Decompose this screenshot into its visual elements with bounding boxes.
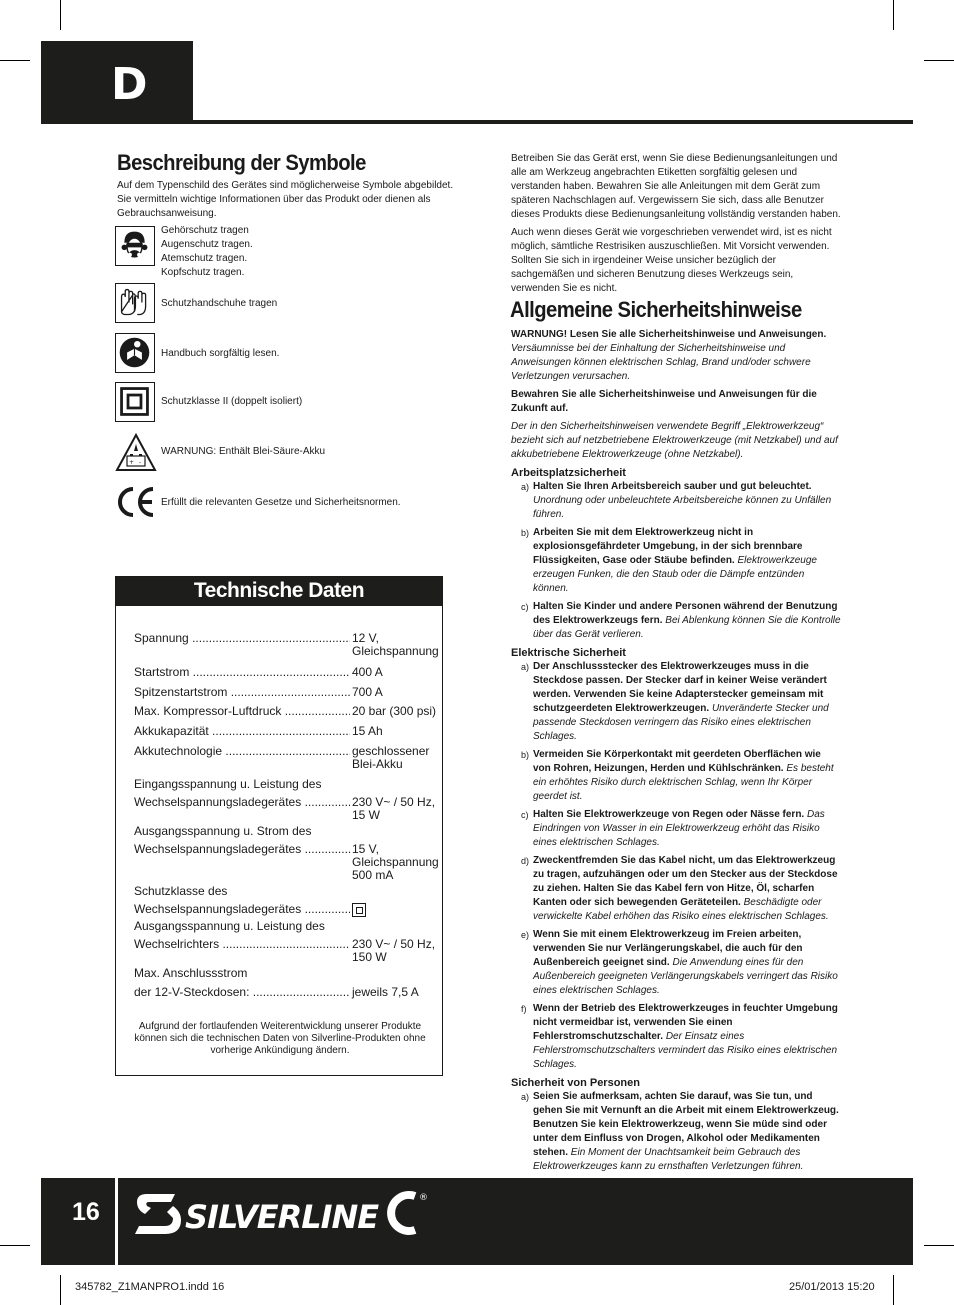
tech-data-title: Technische Daten	[193, 579, 365, 602]
svg-text:®: ®	[419, 1193, 428, 1203]
svg-text:SILVERLINE: SILVERLINE	[185, 1198, 379, 1236]
spec-value: jeweils 7,5 A	[352, 985, 419, 999]
header-rule	[193, 120, 913, 124]
language-code: D	[111, 59, 148, 110]
silverline-logo	[133, 1188, 433, 1243]
class-ii-icon	[352, 903, 442, 917]
footer-divider	[115, 1178, 118, 1265]
crop-mark	[60, 0, 61, 30]
spec-label: Spannung .....	[134, 632, 350, 645]
slug-filename: 345782_Z1MANPRO1.indd 16	[75, 1281, 225, 1293]
symbol-text-line: Handbuch sorgfältig lesen.	[161, 348, 280, 359]
ppe-head-icon	[115, 226, 155, 266]
section-heading: Sicherheit von Personen	[511, 1077, 640, 1089]
spec-label: Wechselspannungsladegerätes .....	[134, 843, 350, 856]
spec-label: Akkukapazität .....	[134, 725, 350, 738]
list-item: a) Der Anschlussstecker des Elektrowerkzeuges muss in die Steckdose passen. Der Stecker darf in keiner Weise verändert werden. Verwenden Sie keine Adapterstecker gemeinsam mit schutzgeerdeten Elektrowerkzeugen. Unveränderte Stecker und passende Steckdosen verringern das Risiko eines elektrischen Schlages.	[521, 661, 829, 742]
tech-data-header	[116, 577, 442, 606]
crop-mark	[893, 0, 894, 30]
crop-mark	[924, 60, 954, 61]
list-item: b) Vermeiden Sie Körperkontakt mit geerdeten Oberflächen wie von Rohren, Heizungen, Herden und Kühlschränken. Es besteht ein erhöhtes Risiko durch elektrischen Schlag, wenn Ihr Körper geerdet ist.	[521, 749, 834, 802]
list-item: b) Arbeiten Sie mit dem Elektrowerkzeug nicht in explosionsgefährdeter Umgebung, in der sich brennbare Flüssigkeiten, Gase oder Stäube befinden. Elektrowerkzeuge erzeugen Funken, die den Staub oder die Dämpfe entzünden können.	[521, 527, 817, 594]
spec-label-top: Ausgangsspannung u. Strom des	[134, 824, 312, 838]
read-manual-icon	[115, 333, 155, 373]
language-tab	[41, 41, 193, 124]
gloves-icon	[115, 283, 155, 323]
list-item: e) Wenn Sie mit einem Elektrowerkzeug im Freien arbeiten, verwenden Sie nur Verlängerungskabel, die auch für den Außenbereich geeignet sind. Die Anwendung eines für den Außenbereich geeigneten Verlängerungskabels verringert das Risiko eines elektrischen Schlages.	[521, 929, 838, 996]
page-number-box	[41, 1178, 115, 1265]
safety-title: Allgemeine Sicherheitshinweise	[510, 297, 802, 322]
footer-bar	[41, 1178, 913, 1265]
spec-value: 15 V, Gleichspannung 500 mA	[352, 842, 439, 882]
spec-label: Wechselspannungsladegerätes .....	[134, 903, 350, 916]
spec-value: 230 V~ / 50 Hz, 15 W	[352, 795, 436, 822]
list-item: a) Halten Sie Ihren Arbeitsbereich sauber und gut beleuchtet. Unordnung oder unbeleuchtete Arbeitsbereiche können zu Unfällen führen.	[521, 481, 832, 520]
crop-mark	[924, 1245, 954, 1246]
spec-value: geschlossener Blei-Akku	[352, 744, 430, 771]
list-item: d) Zweckentfremden Sie das Kabel nicht, um das Elektrowerkzeug zu tragen, aufzuhängen oder um den Stecker aus der Steckdose zu ziehen. Halten Sie das Kabel fern von Hitze, Öl, scharfen Kanten oder sich bewegenden Geräteteilen. Beschädigte oder verwickelte Kabel erhöhen das Risiko eines elektrischen Schlages.	[521, 855, 838, 922]
list-item: c) Halten Sie Elektrowerkzeuge von Regen oder Nässe fern. Das Eindringen von Wasser in ein Elektrowerkzeug erhöht das Risiko eines elektrischen Schlages.	[521, 809, 825, 848]
symbol-text-line: Erfüllt die relevanten Gesetze und Sicherheitsnormen.	[161, 497, 401, 508]
spec-label: Wechselrichters .....	[134, 938, 350, 951]
definition-text: Der in den Sicherheitshinweisen verwendete Begriff „Elektrowerkzeug“ bezieht sich auf netzbetriebene Elektrowerkzeuge (mit Netzkabel) und auf akkubetriebene Elektrowerkzeuge (ohne Netzkabel).	[511, 421, 838, 460]
symbol-text-line: Kopfschutz tragen.	[161, 267, 245, 278]
symbol-text-line: Gehörschutz tragen	[161, 225, 249, 236]
list-item: c) Halten Sie Kinder und andere Personen während der Benutzung des Elektrowerkzeugs fern. Bei Ablenkung können Sie die Kontrolle über das Gerät verlieren.	[521, 601, 841, 640]
spec-label-top: Schutzklasse des	[134, 884, 228, 898]
warning-heading: WARNUNG! Lesen Sie alle Sicherheitshinweise und Anweisungen.	[511, 329, 827, 340]
list-item: f) Wenn der Betrieb des Elektrowerkzeuges in feuchter Umgebung nicht vermeidbar ist, verwenden Sie einen Fehlerstromschutzschalter. Der Einsatz eines Fehlerstromschutzschalters vermindert das Risiko eines elektrischen Schlages.	[521, 1003, 838, 1070]
section-heading: Elektrische Sicherheit	[511, 647, 626, 659]
crop-mark	[0, 1245, 30, 1246]
symbol-text-line: Atemschutz tragen.	[161, 253, 248, 264]
spec-label: Startstrom .....	[134, 666, 350, 679]
warning-text: Versäumnisse bei der Einhaltung der Sicherheitshinweise und Anweisungen können elektrischen Schlag, Brand und/oder schwere Verletzungen verursachen.	[511, 343, 811, 382]
crop-mark	[893, 1275, 894, 1305]
ce-mark-icon	[115, 484, 155, 524]
crop-mark	[0, 60, 30, 61]
tech-data-note: Aufgrund der fortlaufenden Weiterentwicklung unserer Produkte können sich die technischen Daten von Silverline-Produkten ohne vorherige Ankündigung ändern.	[134, 1021, 426, 1056]
spec-label: Max. Kompressor-Luftdruck .....	[134, 705, 350, 718]
class-ii-icon	[115, 382, 155, 422]
paragraph: Betreiben Sie das Gerät erst, wenn Sie diese Bedienungsanleitungen und alle am Werkzeug angebrachten Etiketten sorgfältig gelesen und verstanden haben. Bewahren Sie alle Anleitungen mit dem Gerät zum späteren Nachschlagen auf. Vergewissern Sie sich, dass alle Benutzer dieses Produkts diese Bedienungsanleitung vollständig verstanden haben.	[511, 153, 841, 220]
spec-value: 400 A	[352, 665, 383, 679]
spec-value: 700 A	[352, 685, 383, 699]
symbol-text-line: Augenschutz tragen.	[161, 239, 253, 250]
symbol-text-line: Schutzhandschuhe tragen	[161, 298, 278, 309]
spec-label: der 12-V-Steckdosen: .....	[134, 986, 350, 999]
list-item: a) Seien Sie aufmerksam, achten Sie darauf, was Sie tun, und gehen Sie mit Vernunft an die Arbeit mit einem Elektrowerkzeug. Benutzen Sie kein Elektrowerkzeug, wenn Sie müde sind oder unter dem Einfluss von Drogen, Alkohol oder Medikamenten stehen. Ein Moment der Unachtsamkeit beim Gebrauch des Elektrowerkzeuges kann zu ernsthaften Verletzungen führen.	[521, 1091, 839, 1172]
spec-label-top: Ausgangsspannung u. Leistung des	[134, 919, 325, 933]
spec-label: Spitzenstartstrom .....	[134, 686, 350, 699]
symbols-title: Beschreibung der Symbole	[117, 150, 366, 175]
spec-label-top: Eingangsspannung u. Leistung des	[134, 777, 322, 791]
safety-section	[511, 328, 841, 1178]
keep-instructions: Bewahren Sie alle Sicherheitshinweise und Anweisungen für die Zukunft auf.	[511, 389, 817, 414]
lead-acid-warning-icon	[115, 432, 155, 472]
symbol-text-line: WARNUNG: Enthält Blei-Säure-Akku	[161, 446, 326, 457]
tech-data-box	[115, 576, 443, 1076]
spec-label: Wechselspannungsladegerätes .....	[134, 796, 350, 809]
section-heading: Arbeitsplatzsicherheit	[511, 467, 626, 479]
spec-value: 230 V~ / 50 Hz, 150 W	[352, 937, 436, 964]
symbol-text-line: Schutzklasse II (doppelt isoliert)	[161, 396, 303, 407]
intro-paragraphs	[511, 152, 841, 300]
spec-label: Akkutechnologie .....	[134, 745, 350, 758]
spec-value: 12 V, Gleichspannung	[352, 631, 439, 658]
svg-text:+: +	[129, 459, 135, 466]
paragraph: Auch wenn dieses Gerät wie vorgeschrieben verwendet wird, ist es nicht möglich, sämtliche Restrisiken auszuschließen. Mit Vorsicht verwenden. Sollten Sie sich in irgendeiner Weise unsicher bezüglich der sachgemäßen und sicheren Benutzung dieses Werkzeugs sein, verwenden Sie es nicht.	[511, 227, 832, 294]
spec-label-top: Max. Anschlussstrom	[134, 966, 248, 980]
symbols-intro: Auf dem Typenschild des Gerätes sind möglicherweise Symbole abgebildet. Sie vermitteln wichtige Informationen über das Produkt oder dienen als Gebrauchsanweisung.	[117, 180, 454, 219]
crop-mark	[60, 1275, 61, 1305]
svg-text:-: -	[139, 459, 142, 466]
slug-datetime: 25/01/2013 15:20	[789, 1281, 875, 1293]
page-number: 16	[72, 1198, 100, 1226]
spec-value: 20 bar (300 psi)	[352, 704, 437, 718]
spec-value: 15 Ah	[352, 724, 383, 738]
